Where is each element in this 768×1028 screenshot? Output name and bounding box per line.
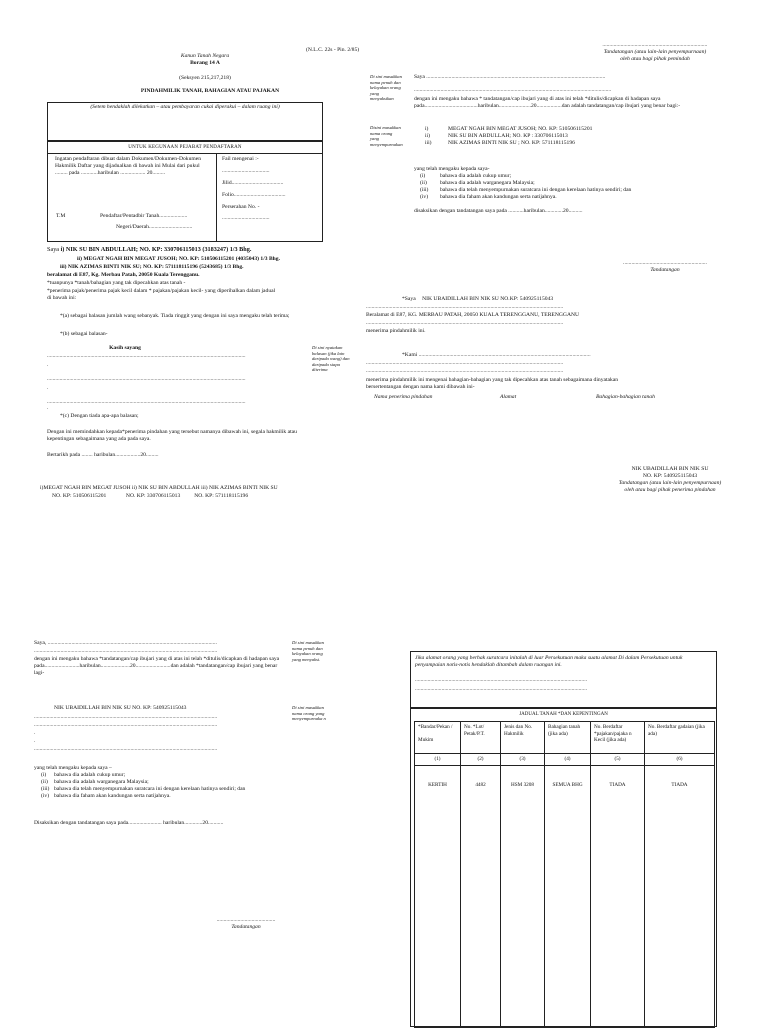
- bottom-ack-4: bahawa dia faham akan kandungan serta natijahnya.: [54, 792, 171, 799]
- consideration-c: *(c) Dengan tiada apa-apa balasan;: [60, 413, 139, 419]
- registry-column-divider: [216, 153, 217, 241]
- consideration-dots-1: ..............................................................................................................................................: [47, 353, 246, 359]
- bottom-ack-2-number: (ii): [41, 778, 48, 785]
- perserahan-label: Perserahan No. -: [222, 203, 260, 210]
- consideration-a: *(a) sebagai balasan jumlah wang sebanyak. Tiada ringgit yang dengan ini saya mengaku telah terima;: [60, 313, 290, 319]
- schedule-col-number: (5): [591, 754, 645, 766]
- joint-dots-1: .............................................................................................................................................: [366, 360, 564, 366]
- consideration-b: *(b) sebagai balasan-: [60, 331, 108, 337]
- folio-field: Folio.....................................: [222, 191, 286, 198]
- schedule-header: No. *Lot/ Petak/P.T.: [461, 722, 501, 754]
- bottom-dot-2: .: [34, 738, 36, 744]
- notice-dots-2: ...........................................................................................................................: [415, 685, 588, 692]
- side-note-consideration: Di sini nyatakan balasan (jika lain daripada wang) dan daripada siapa diterima: [312, 345, 350, 372]
- transferee-address-dots: .............................................................................................................................................: [366, 320, 564, 326]
- transferor-signature-line: ...........................................................................: [602, 42, 708, 48]
- signer-3-number: iii): [425, 139, 432, 146]
- bottom-ack-1-number: (i): [41, 771, 47, 778]
- schedule-col-number: (1): [415, 754, 461, 766]
- transferor-3: iii) NIK AZIMAS BINTI NIK SU; NO. KP: 571118115196 (5243685) 1/3 Bhg.: [60, 264, 244, 270]
- schedule-table-wrap: [414, 721, 714, 1028]
- schedule-cell-title: HSM 3208: [501, 765, 545, 1027]
- bottom-signer-dots-1: ...................................................................................................................................: [34, 714, 218, 720]
- consideration-love: Kasih sayang: [109, 345, 141, 351]
- notice-text: Jika alamat orang yang berhak suratcara initalah di luar Persekutuan maka suatu alamat Di dalam Persekutuan untuk penyampaian notis-notis hendaklah ditambah dalam ruangan ini.: [415, 655, 683, 668]
- lessee-line: *penerima pajak/penerima pajak kecil dalam * pajakan/pajakan kecil- yang diperihalkan dalam jadual di bawah ini:: [47, 288, 276, 301]
- form-section: (Seksyen 215,217,218): [179, 75, 231, 81]
- schedule-header: No. Berdaftar *pajakan/pajaka n Kecil (jika ada): [591, 722, 645, 754]
- side-note-witness: Di sini masukkan nama penuh dan kelayakan orang yang menyaksikan: [370, 74, 402, 101]
- transferee-signature-caption: Tandatangan (atau lain-lain penyempurnaan) oleh atau bagi pihak penerima pindahan: [618, 479, 722, 493]
- witnessed-date-line: disaksikan dengan tandatangan saya pada ...........haribulan.............20..........: [414, 208, 583, 214]
- schedule-header-row: [415, 722, 715, 754]
- act-name: Kanun Tanah Negara: [180, 53, 230, 59]
- schedule-title: JADUAL TANAH *DAN KEPENTINGAN: [519, 712, 608, 717]
- stamp-box: [47, 102, 323, 142]
- joint-accept-text: menerima pindahmilik ini mengenai bahagian-bahagian yang tak dipecahkan atas tanah sebagaimana dinyatakan bersertentangan dengan nama kami dibawah ini-: [366, 377, 619, 390]
- jilid-field: Jilid.....................................: [222, 179, 284, 186]
- perserahan-dots: ..................................: [222, 214, 270, 221]
- transferor-line-1: [47, 246, 251, 254]
- notice-dots-1: ...........................................................................................................................: [415, 676, 588, 683]
- witness-signature-line: ............................................................: [623, 260, 707, 266]
- tm-label: T.M: [56, 213, 66, 219]
- bottom-signature-caption: Tandatangan: [231, 923, 261, 930]
- schedule-data-row: [415, 765, 715, 1027]
- schedule-cell-lot: 4482: [461, 765, 501, 1027]
- schedule-col-number: (6): [645, 754, 715, 766]
- consideration-dots-2: ..............................................................................................................................................: [47, 376, 246, 382]
- bottom-witness-name-line: Saya, .........................................................................................................................: [34, 640, 217, 646]
- transferee-prefix: *Saya: [402, 296, 416, 302]
- fail-dots: ..................................: [222, 167, 270, 174]
- bottom-ack-4-number: (iv): [41, 792, 50, 799]
- transferee-name: NIK UBAIDILLAH BIN NIK SU NO.KP: 540925115043: [422, 296, 554, 302]
- ack-2: bahawa dia adalah warganegara Malaysia;: [440, 179, 535, 186]
- signer-1-number: i): [425, 126, 429, 132]
- transferor-address: [47, 272, 200, 279]
- witness-dots-line: .............................................................................................................................................: [414, 87, 612, 93]
- schedule-cell-lease: TIADA: [591, 765, 645, 1027]
- schedule-col-number: (2): [461, 754, 501, 766]
- column-transferee-name: Nama penerima pindahan: [374, 394, 433, 400]
- ack-2-number: (ii): [420, 179, 427, 186]
- schedule-header: *Bandar/Pekan / Mukim: [415, 722, 461, 754]
- transferee-line: [402, 296, 553, 303]
- column-land-shares: Bahagian-bahagian tanah: [596, 394, 655, 400]
- bottom-acknowledgement-list: [34, 765, 245, 800]
- witness-signature-block: [600, 260, 730, 274]
- consideration-dots-3: ..............................................................................................................................................: [47, 399, 246, 405]
- bottom-witness-dots: ...................................................................................................................................: [34, 648, 218, 654]
- ack-4: bahawa dia faham akan kandungan serta natijahnya.: [440, 193, 557, 200]
- schedule-table: [414, 721, 715, 1028]
- registry-heading: UNTUK KEGUNAAN PEJABAT PENDAFTARAN: [128, 145, 242, 150]
- signer-3: NIK AZIMAS BINTI NIK SU ; NO. KP: 571118115196: [448, 139, 575, 146]
- schedule-cell-share: SEMUA BHG: [545, 765, 591, 1027]
- transferor-signature-caption: Tandatangan (atau lain-lain penyempurnaan) oleh atau bagi pihak pemindah: [603, 48, 707, 62]
- ack-1: bahawa dia adalah cukup umur;: [440, 172, 512, 179]
- transfer-statement: Dengan ini memindahkan kepada*penerima pindahan yang tersebut namanya dibawah ini, segala hakmilik atau kepentingan sebagaimana yang ada pada saya.: [47, 429, 297, 442]
- bottom-side-note-witness: Di sini masukkan nama penuh dan kelayakan orang yang menyaksi.: [292, 640, 324, 662]
- stamp-box-caption: (Setem hendaklah dilekatkan – atau pembayaran cukai diperakui – dalam ruang ini): [90, 104, 280, 110]
- form-title: PINDAHMILIK TANAH, BAHAGIAN ATAU PAJAKAN: [140, 88, 280, 94]
- consideration-dot-1: .: [47, 362, 49, 368]
- schedule-cell-mukim: KERTIH: [415, 765, 461, 1027]
- fail-label: Fail mengenai :-: [222, 156, 259, 162]
- bottom-witnessed-date: Disaksikan dengan tandatangan saya pada........................ haribulan.............20...........: [34, 820, 224, 826]
- signer-1: MEGAT NGAH BIN MEGAT JUSOH; NO. KP: 510506115201: [448, 126, 593, 132]
- ack-4-number: (iv): [420, 193, 429, 200]
- transferor-signature-names: i)MEGAT NGAH BIN MEGAT JUSOH ii) NIK SU BIN ABDULLAH iii) NIK AZIMAS BINTI NIK SU: [40, 485, 278, 491]
- bottom-signature-block: [196, 917, 296, 931]
- accept-transfer: menerima pindahmilik ini.: [366, 328, 426, 334]
- consideration-dot-2: .: [47, 385, 49, 391]
- form-reference: (N.L.C. 22s - Pin. 2/85): [306, 47, 360, 53]
- negeri-field: Negeri/Daerah...............................: [116, 224, 193, 230]
- ack-3-number: (iii): [420, 186, 429, 193]
- form-number: Borang 14 A: [190, 60, 220, 66]
- transferor-1: i) NIK SU BIN ABDULLAH; NO. KP: 330706115013 (3183247) 1/3 Bhg.: [60, 246, 252, 253]
- witness-name-line: Saya ................................................................................................................................: [414, 74, 606, 80]
- schedule-number-row: [415, 754, 715, 766]
- transferee-dots: .............................................................................................................................................: [366, 304, 564, 310]
- pendaftar-field: Pendaftar/Pentadbir Tanah....................: [100, 213, 188, 219]
- schedule-cell-charge: TIADA: [645, 765, 715, 1027]
- bottom-signer: NIK UBAIDILLAH BIN NIK SU NO. KP: 540925115043: [54, 705, 187, 711]
- transferee-signature-name: NIK UBAIDILLAH BIN NIK SU: [631, 466, 709, 472]
- signer-list: [425, 126, 592, 147]
- bottom-signer-dots-3: ...................................................................................................................................: [34, 746, 218, 752]
- bottom-signer-dots-2: ...................................................................................................................................: [34, 722, 218, 728]
- schedule-header: No. Berdaftar gadaian (jika ada): [645, 722, 715, 754]
- transferee-signature-block: [585, 466, 755, 494]
- notice-box: [410, 651, 717, 709]
- date-line: Bertarikh pada ........ haribulan..................20.........: [47, 452, 159, 458]
- ownership-line: *tuanpunya *tanah/bahagian yang tak dipecahkan atas tanah -: [47, 280, 186, 286]
- signer-2: NIK SU BIN ABDULLAH; NO. KP : 330706115013: [448, 132, 568, 139]
- bottom-ack-intro: yang telah mengaku kepada saya –: [34, 765, 112, 771]
- transferor-2: ii) MEGAT NGAH BIN MEGAT JUSOH; NO. KP: 510506115201 (4035043) 1/3 Bhg.: [77, 256, 280, 262]
- transferor-signature-block: [555, 42, 755, 63]
- column-address: Alamat: [500, 394, 517, 400]
- schedule-col-number: (3): [501, 754, 545, 766]
- bottom-dot-1: .: [34, 730, 36, 736]
- bottom-ack-2: bahawa dia adalah warganegara Malaysia;: [54, 778, 149, 785]
- transferee-address: Beralamat di E87, KG. MERBAU PATAH, 20050 KUALA TERENGGANU, TERENGGANU: [366, 312, 580, 318]
- transferee-signature-id: NO. KP: 540925115043: [642, 472, 698, 479]
- bottom-ack-3: bahawa dia telah menyempurnakan suratcara ini dengan kerelaan hatinya sendiri; dan: [54, 785, 246, 792]
- transferor-signature-ids: NO. KP: 510506115201 NO. KP: 330706115013 NO. KP: 571118115196: [52, 493, 249, 499]
- saya-prefix: Saya: [47, 246, 60, 253]
- registry-fields: [222, 156, 317, 222]
- acknowledgement-intro: yang telah mengaku kepada saya-: [414, 166, 490, 172]
- schedule-header: Jenis dan No. Hakmilik: [501, 722, 545, 754]
- bottom-witness-certification: dengan ini mengaku bahawa *tandatangan/cap ibujari yang di atas ini telah *ditulis/dicapkan di hadapan saya pada.........................haribulan.....................20.........................dan adalah *tandatangan/cap ibujari yang benar lagi-: [34, 656, 280, 676]
- address-text: beralamat di E87, Kg. Merbau Patah, 20050 Kuala Terengganu.: [47, 272, 200, 278]
- bottom-signature-line: ..........................................: [216, 917, 276, 923]
- ack-1-number: (i): [420, 172, 426, 179]
- schedule-col-number: (4): [545, 754, 591, 766]
- ack-3: bahawa dia telah menyempurnakan suratcara ini dengan kerelaan hatinya sendiri; dan: [440, 186, 632, 193]
- registry-note: Ingatan pendaftaran dibuat dalam Dokumen/Dokumen-Dokumen Hakmilik Daftar yang dijadualkan di bawah ini Mulai dari pukul ......... pada ............haribulan .................. 20.........: [55, 156, 202, 176]
- acknowledgement-list: [414, 166, 631, 201]
- schedule-header: Bahagian tanah (jika ada): [545, 722, 591, 754]
- joint-transferees-line: *Kami ...........................................................................................................................: [402, 352, 591, 358]
- side-note-signers: Disini masukkan nama orang yang menyempurnakan: [370, 125, 403, 147]
- witness-signature-caption: Tandatangan: [650, 266, 680, 273]
- bottom-ack-3-number: (iii): [41, 785, 50, 792]
- joint-dots-2: .............................................................................................................................................: [366, 368, 564, 374]
- registry-divider: [47, 153, 323, 154]
- bottom-side-note-signer: Di sini masukkan nama orang yang menyempurnaka n: [292, 705, 326, 721]
- witness-certification: dengan ini mengaku bahawa * tandatangan/cap ibujari yang di atas ini telah *ditulis/dicapkan di hadapan saya pada......................................haribulan.......................20..................dan adalah tandatangan/cap ibujari yang benar bagi:-: [414, 96, 681, 109]
- signer-2-number: ii): [425, 132, 430, 139]
- consideration-dot-3: .: [47, 405, 49, 411]
- bottom-ack-1: bahawa dia adalah cukup umur;: [54, 771, 126, 778]
